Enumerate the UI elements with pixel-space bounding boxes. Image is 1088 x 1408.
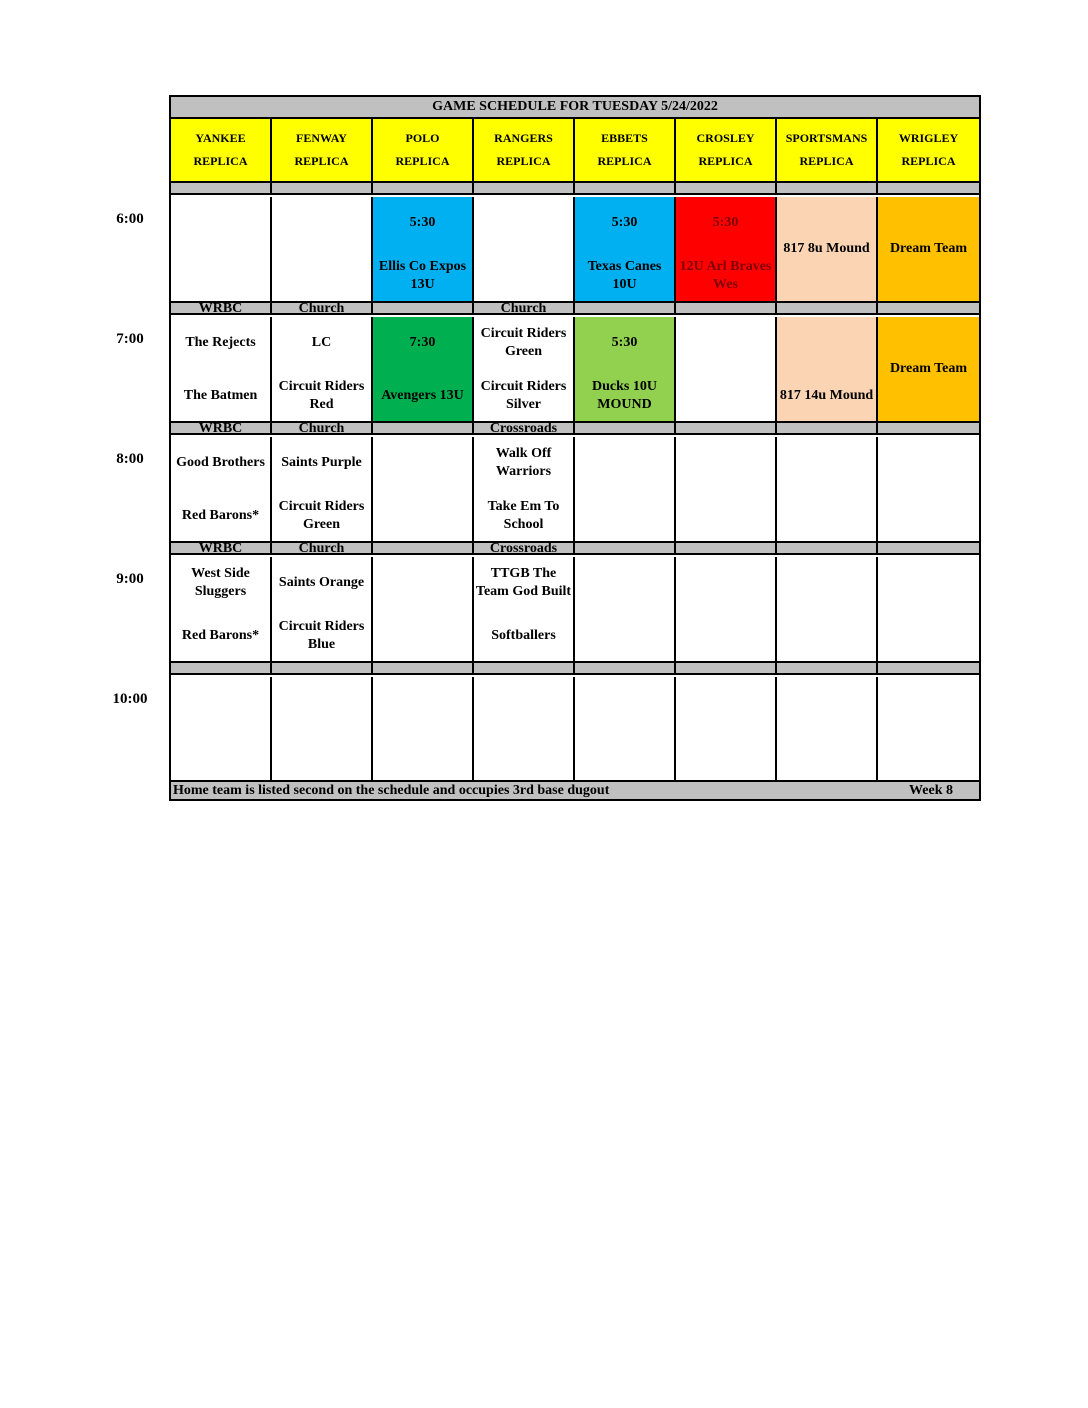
game-cell (878, 677, 979, 781)
affiliation-label (878, 663, 979, 673)
field-name: YANKEE (195, 131, 246, 145)
game-cell (878, 437, 979, 541)
affiliation-label (777, 303, 878, 313)
field-header-ebbets (575, 119, 676, 181)
game-bottom-text: Take Em To School (487, 499, 560, 532)
game-cell (373, 197, 474, 301)
game-cell (272, 557, 373, 661)
game-cell (878, 197, 979, 301)
affiliation-label (373, 663, 474, 673)
game-top-text: The Rejects (185, 335, 256, 350)
game-bottom-text: Circuit Riders Red (278, 379, 365, 412)
field-type: REPLICA (496, 154, 551, 168)
game-row (171, 677, 979, 781)
affiliation-label: Crossroads (474, 423, 575, 433)
footer-row (171, 780, 979, 799)
affiliation-label (878, 543, 979, 553)
game-cell (171, 197, 272, 301)
game-bottom-text: Softballers (491, 628, 556, 643)
schedule-table (169, 95, 981, 801)
time-label: 10:00 (112, 691, 148, 707)
field-type: REPLICA (193, 154, 248, 168)
team-name: Dream Team (889, 241, 968, 256)
affiliation-label (676, 303, 777, 313)
game-cell (676, 437, 777, 541)
game-cell (474, 557, 575, 661)
game-cell (373, 677, 474, 781)
separator-row (171, 661, 979, 675)
time-label: 7:00 (116, 331, 144, 347)
game-bottom-text: Circuit Riders Blue (278, 619, 365, 652)
affiliation-label (878, 183, 979, 193)
footer-week: Week 8 (909, 782, 953, 798)
affiliation-label (676, 543, 777, 553)
affiliation-label (878, 303, 979, 313)
game-cell (777, 317, 878, 421)
field-type: REPLICA (395, 154, 450, 168)
game-cell (676, 557, 777, 661)
game-cell (676, 197, 777, 301)
field-type: REPLICA (799, 154, 854, 168)
separator-row (171, 421, 979, 435)
game-bottom-text: Ellis Co Expos 13U (378, 259, 467, 292)
game-top-text: TTGB The Team God Built (475, 566, 572, 599)
game-cell (575, 437, 676, 541)
affiliation-label (676, 183, 777, 193)
affiliation-label (575, 303, 676, 313)
game-cell (777, 677, 878, 781)
game-cell (272, 197, 373, 301)
separator-row (171, 541, 979, 555)
game-cell (272, 677, 373, 781)
game-cell (474, 677, 575, 781)
affiliation-label (777, 423, 878, 433)
game-cell (272, 437, 373, 541)
affiliation-label (373, 303, 474, 313)
field-header-fenway (272, 119, 373, 181)
field-type: REPLICA (698, 154, 753, 168)
schedule-title: GAME SCHEDULE FOR TUESDAY 5/24/2022 (171, 97, 979, 119)
field-header-yankee (171, 119, 272, 181)
game-bottom-text: Red Barons* (181, 508, 260, 523)
separator-row (171, 181, 979, 195)
game-cell (373, 437, 474, 541)
game-cell (777, 437, 878, 541)
affiliation-label (171, 663, 272, 673)
team-name: 817 8u Mound (783, 241, 870, 256)
affiliation-label (171, 183, 272, 193)
affiliation-label: WRBC (171, 543, 272, 553)
field-name: FENWAY (296, 131, 347, 145)
affiliation-label (474, 663, 575, 673)
affiliation-label (272, 183, 373, 193)
game-cell (777, 557, 878, 661)
game-cell (575, 557, 676, 661)
game-bottom-text: 817 14u Mound (779, 388, 874, 403)
affiliation-label: Church (272, 543, 373, 553)
affiliation-label: Church (272, 303, 373, 313)
affiliation-label (575, 543, 676, 553)
game-cell (474, 437, 575, 541)
game-cell (171, 677, 272, 781)
field-type: REPLICA (294, 154, 349, 168)
affiliation-label (878, 423, 979, 433)
field-header-crosley (676, 119, 777, 181)
game-top-text: 7:30 (409, 335, 436, 350)
game-cell (575, 317, 676, 421)
game-cell (171, 317, 272, 421)
game-cell (474, 197, 575, 301)
game-cell (474, 317, 575, 421)
game-cell (676, 317, 777, 421)
game-row (171, 317, 979, 421)
game-cell (575, 197, 676, 301)
game-top-text: West Side Sluggers (191, 566, 250, 599)
game-cell (373, 557, 474, 661)
game-bottom-text: Ducks 10U MOUND (592, 379, 657, 412)
affiliation-label (575, 663, 676, 673)
affiliation-label: Church (474, 303, 575, 313)
affiliation-label (777, 663, 878, 673)
affiliation-label (575, 423, 676, 433)
game-bottom-text: Red Barons* (181, 628, 260, 643)
field-type: REPLICA (901, 154, 956, 168)
time-label: 9:00 (116, 571, 144, 587)
game-bottom-text: 12U Arl Braves Wes (679, 259, 772, 292)
game-top-text: Good Brothers (176, 455, 265, 470)
game-top-text: 5:30 (409, 215, 436, 230)
team-name: Dream Team (889, 361, 968, 376)
field-name: RANGERS (494, 131, 553, 145)
affiliation-label (272, 663, 373, 673)
game-top-text: Saints Purple (281, 455, 362, 470)
game-cell (878, 317, 979, 421)
field-name: POLO (405, 131, 440, 145)
field-name: EBBETS (601, 131, 648, 145)
game-row (171, 437, 979, 541)
affiliation-label: Crossroads (474, 543, 575, 553)
time-label: 8:00 (116, 451, 144, 467)
field-header-wrigley (878, 119, 979, 181)
game-top-text: Walk Off Warriors (495, 446, 552, 479)
field-type: REPLICA (597, 154, 652, 168)
affiliation-label (676, 423, 777, 433)
field-header-rangers (474, 119, 575, 181)
field-header-row (171, 119, 979, 181)
game-cell (777, 197, 878, 301)
affiliation-label (777, 183, 878, 193)
game-cell (575, 677, 676, 781)
footer-note: Home team is listed second on the schedule and occupies 3rd base dugout (173, 782, 610, 798)
affiliation-label (474, 183, 575, 193)
affiliation-label (676, 663, 777, 673)
time-label: 6:00 (116, 211, 144, 227)
field-header-sportsmans (777, 119, 878, 181)
affiliation-label (575, 183, 676, 193)
affiliation-label (373, 423, 474, 433)
affiliation-label (777, 543, 878, 553)
game-top-text: 5:30 (611, 335, 638, 350)
game-cell (373, 317, 474, 421)
game-top-text: 5:30 (712, 215, 739, 230)
affiliation-label (373, 183, 474, 193)
game-bottom-text: Texas Canes 10U (587, 259, 662, 292)
game-cell (676, 677, 777, 781)
affiliation-label: WRBC (171, 303, 272, 313)
game-cell (878, 557, 979, 661)
field-header-polo (373, 119, 474, 181)
affiliation-label: WRBC (171, 423, 272, 433)
game-row (171, 557, 979, 661)
field-name: CROSLEY (696, 131, 755, 145)
field-name: WRIGLEY (898, 131, 959, 145)
game-bottom-text: Circuit Riders Silver (480, 379, 567, 412)
game-row (171, 197, 979, 301)
game-bottom-text: The Batmen (183, 388, 258, 403)
game-top-text: LC (311, 335, 332, 350)
game-top-text: 5:30 (611, 215, 638, 230)
game-bottom-text: Avengers 13U (381, 388, 464, 403)
game-top-text: Circuit Riders Green (480, 326, 567, 359)
game-cell (171, 557, 272, 661)
affiliation-label: Church (272, 423, 373, 433)
affiliation-label (373, 543, 474, 553)
game-bottom-text: Circuit Riders Green (278, 499, 365, 532)
game-cell (272, 317, 373, 421)
game-cell (171, 437, 272, 541)
separator-row (171, 301, 979, 315)
field-name: SPORTSMANS (785, 131, 868, 145)
game-top-text: Saints Orange (278, 575, 365, 590)
